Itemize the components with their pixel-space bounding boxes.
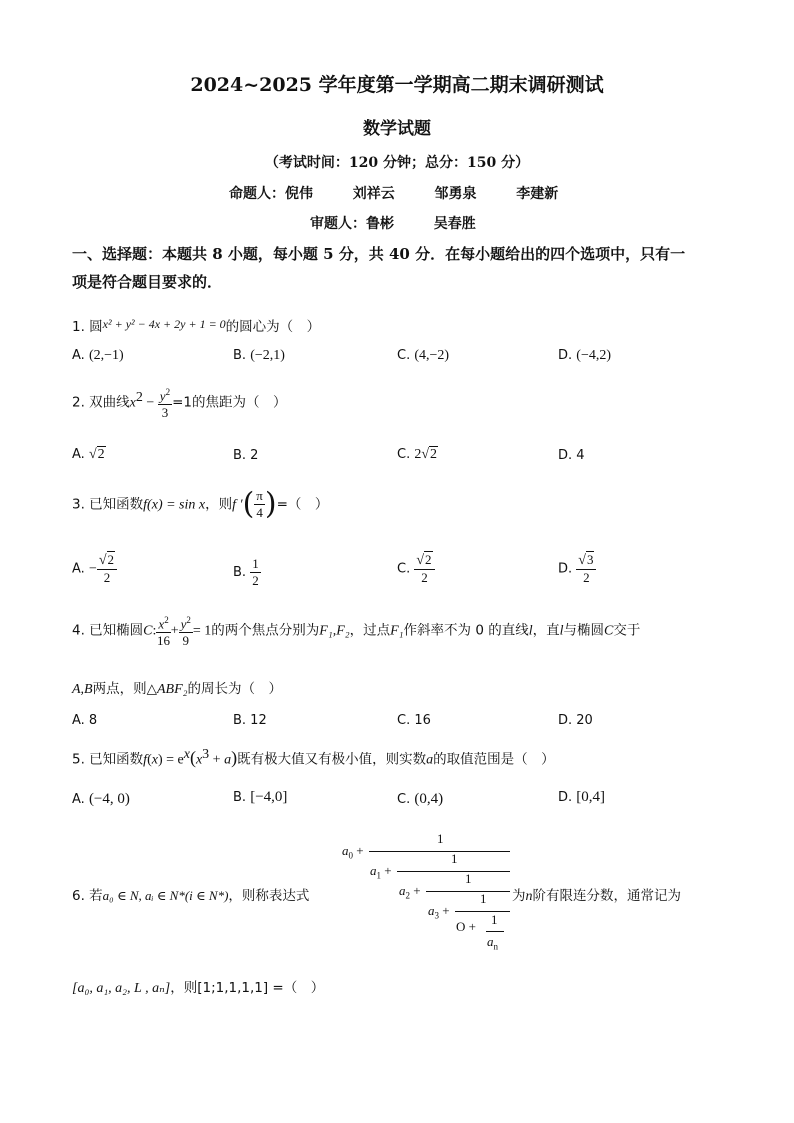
- q4-option-a: A. 8: [72, 713, 98, 728]
- question-3: 3. 已知函数f(x) = sin x，则f ′( $\frac{\pi}{4}$ )=（ ）: [72, 486, 329, 522]
- question-4-line-2: A,B两点，则△ABF₂的周长为（ ）: [72, 681, 283, 697]
- question-2: 2. 双曲线$x^2$ − $\frac{y^2}{3}$ =1的焦距为（ ）: [72, 384, 286, 421]
- q2-option-c: C. 2√2: [397, 447, 438, 462]
- q2-option-a: A. √2: [72, 447, 105, 462]
- q2-option-b: B. 2: [233, 448, 259, 463]
- q4-option-b: B. 12: [233, 713, 267, 728]
- question-6-tail: 为n阶有限连分数，通常记为: [512, 888, 681, 904]
- authors: [229, 183, 558, 203]
- q2-option-d: D. 4: [558, 448, 585, 463]
- q4-option-c: C. 16: [397, 713, 431, 728]
- section-line-1: 一、选择题：本题共 8 小题，每小题 5 分，共 40 分．在每小题给出的四个选项中，只有一: [72, 245, 686, 263]
- section-line-2: 项是符合题目要求的．: [72, 273, 223, 291]
- q1-option-c: C. (4,−2): [397, 348, 450, 363]
- question-5: 5. 已知函数$f(x) = e^x(x^3 + a)$既有极大值又有极小值，则实数a的取值范围是（ ）: [72, 747, 555, 768]
- subject-title: 数学试题: [363, 119, 431, 139]
- q1-expression: x² + y² − 4x + 2y + 1 = 0: [102, 317, 226, 331]
- q5-option-b: B. [−4,0]: [233, 789, 288, 805]
- q3-option-d: D. $\frac{√3}{2}$: [558, 552, 596, 586]
- author-2: 刘祥云: [352, 186, 395, 202]
- q3-option-a: A. − $\frac{√2}{2}$: [72, 552, 117, 586]
- q5-option-c: C. (0,4): [397, 791, 444, 807]
- exam-title: 2024~2025 学年度第一学期高二期末调研测试: [190, 74, 604, 96]
- q3-option-c: C. $\frac{√2}{2}$: [397, 552, 435, 586]
- q6-condition: a₀ ∈ N, aᵢ ∈ N*(i ∈ N*): [102, 888, 229, 903]
- question-6: 6. 若a₀ ∈ N, aᵢ ∈ N*(i ∈ N*)，则称表达式: [72, 888, 310, 904]
- question-6-line-2: [a₀, a₁, a₂, L , aₙ]，则[1;1,1,1,1] =（ ）: [72, 980, 325, 996]
- reviewers: [310, 213, 476, 233]
- q4-option-d: D. 20: [558, 713, 593, 728]
- question-4: 4. 已知椭圆C: $\frac{x^2}{16}$ + $\frac{y^2}{9}$ = 1的两个焦点分别为F₁,F₂，过点F₁作斜率不为 0 的直线l，直l与椭圆C交于: [72, 612, 640, 649]
- exam-info: （考试时间：120 分钟；总分：150 分）: [264, 155, 530, 171]
- question-1: 1. 圆x² + y² − 4x + 2y + 1 = 0的圆心为（ ）: [72, 317, 321, 335]
- q5-option-d: D. [0,4]: [558, 789, 606, 805]
- q3-function: f(x) = sin x: [143, 497, 206, 513]
- q5-option-a: A. (−4, 0): [72, 791, 130, 807]
- section-heading: [72, 240, 685, 296]
- q1-option-a: A. (2,−1): [72, 348, 124, 363]
- q1-option-b: B. (−2,1): [233, 348, 285, 363]
- reviewer-1: 审题人：鲁彬: [310, 216, 394, 232]
- q3-option-b: B. $\frac{1}{2}$: [233, 556, 259, 588]
- author-1: 命题人：倪伟: [229, 186, 313, 202]
- reviewer-2: 吴春胜: [433, 216, 476, 232]
- author-4: 李建新: [516, 186, 559, 202]
- author-3: 邹勇泉: [434, 186, 477, 202]
- q1-option-d: D. (−4,2): [558, 348, 612, 363]
